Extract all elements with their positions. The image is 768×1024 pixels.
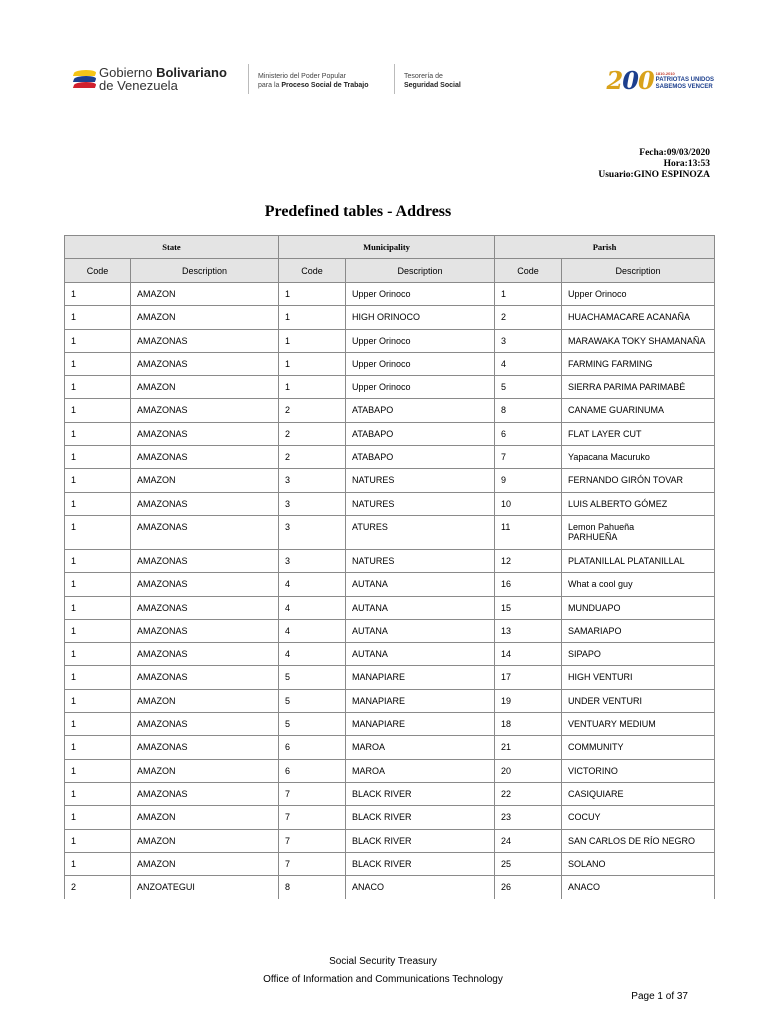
table-cell: AMAZON (131, 469, 279, 492)
table-cell: 1 (65, 515, 131, 549)
table-cell: 1 (65, 829, 131, 852)
table-cell: 7 (279, 829, 346, 852)
table-cell: 7 (279, 852, 346, 875)
table-cell: 4 (279, 619, 346, 642)
table-cell: 6 (279, 736, 346, 759)
table-cell: 4 (495, 352, 562, 375)
table-cell: 23 (495, 806, 562, 829)
table-cell: UNDER VENTURI (562, 689, 715, 712)
table-cell: 1 (65, 469, 131, 492)
table-cell: AMAZONAS (131, 352, 279, 375)
table-row (65, 492, 715, 515)
table-cell: 1 (65, 283, 131, 306)
table-row (65, 549, 715, 572)
table-cell: 24 (495, 829, 562, 852)
table-cell: MUNDUAPO (562, 596, 715, 619)
table-cell: 1 (65, 596, 131, 619)
column-header: Description (346, 259, 495, 283)
table-cell: 25 (495, 852, 562, 875)
table-row (65, 852, 715, 875)
table-cell: 19 (495, 689, 562, 712)
table-cell: BLACK RIVER (346, 806, 495, 829)
table-cell: 11 (495, 515, 562, 549)
footer-office: Office of Information and Communications Technology (263, 974, 503, 985)
table-cell: SIPAPO (562, 643, 715, 666)
table-cell: AMAZONAS (131, 666, 279, 689)
table-cell: 1 (65, 782, 131, 805)
table-cell: AMAZONAS (131, 492, 279, 515)
bicentennial-number-icon: 200 (606, 66, 654, 95)
table-cell: 9 (495, 469, 562, 492)
table-cell: SAN CARLOS DE RÍO NEGRO (562, 829, 715, 852)
table-cell: 22 (495, 782, 562, 805)
table-cell: ATABAPO (346, 399, 495, 422)
table-cell: 2 (279, 422, 346, 445)
table-row (65, 573, 715, 596)
table-cell: 1 (65, 806, 131, 829)
table-cell: AMAZONAS (131, 549, 279, 572)
table-cell: AMAZONAS (131, 399, 279, 422)
table-cell: Lemon Pahueña PARHUEÑA (562, 515, 715, 549)
table-cell: 8 (279, 876, 346, 899)
table-row (65, 619, 715, 642)
table-cell: 4 (279, 643, 346, 666)
table-cell: AMAZONAS (131, 446, 279, 469)
table-cell: ANACO (562, 876, 715, 899)
table-cell: AMAZON (131, 283, 279, 306)
table-cell: COMMUNITY (562, 736, 715, 759)
table-row (65, 666, 715, 689)
table-cell: 3 (279, 515, 346, 549)
table-cell: ATURES (346, 515, 495, 549)
table-cell: 1 (65, 422, 131, 445)
table-cell: MAROA (346, 759, 495, 782)
table-row (65, 689, 715, 712)
table-cell: 1 (65, 376, 131, 399)
table-cell: ANACO (346, 876, 495, 899)
table-row (65, 806, 715, 829)
table-cell: 17 (495, 666, 562, 689)
table-cell: MANAPIARE (346, 713, 495, 736)
table-row (65, 829, 715, 852)
table-cell: MANAPIARE (346, 689, 495, 712)
table-cell: MAROA (346, 736, 495, 759)
report-time: Hora:13:53 (663, 159, 710, 169)
table-cell: PLATANILLAL PLATANILLAL (562, 549, 715, 572)
table-cell: FERNANDO GIRÓN TOVAR (562, 469, 715, 492)
table-cell: Upper Orinoco (346, 352, 495, 375)
table-cell: 26 (495, 876, 562, 899)
table-cell: 1 (65, 306, 131, 329)
table-cell: 1 (65, 329, 131, 352)
table-cell: NATURES (346, 469, 495, 492)
table-cell: 1 (279, 352, 346, 375)
table-cell: 7 (279, 782, 346, 805)
table-row (65, 399, 715, 422)
table-cell: 1 (279, 306, 346, 329)
table-cell: 1 (65, 492, 131, 515)
table-cell: 4 (279, 573, 346, 596)
footer-org: Social Security Treasury (329, 956, 437, 967)
column-header: Description (562, 259, 715, 283)
table-cell: AMAZONAS (131, 329, 279, 352)
table-row (65, 283, 715, 306)
table-cell: 1 (279, 283, 346, 306)
table-cell: 3 (495, 329, 562, 352)
table-row (65, 422, 715, 445)
table-cell: AMAZONAS (131, 596, 279, 619)
table-cell: NATURES (346, 492, 495, 515)
table-cell: 1 (65, 399, 131, 422)
table-cell: 1 (65, 352, 131, 375)
table-cell: 10 (495, 492, 562, 515)
table-cell: 5 (495, 376, 562, 399)
table-cell: 5 (279, 689, 346, 712)
table-cell: VICTORINO (562, 759, 715, 782)
table-cell: AMAZONAS (131, 422, 279, 445)
table-cell: 20 (495, 759, 562, 782)
table-cell: 1 (495, 283, 562, 306)
table-cell: 12 (495, 549, 562, 572)
table-row (65, 643, 715, 666)
table-cell: AMAZONAS (131, 573, 279, 596)
table-cell: HUACHAMACARE ACANAÑA (562, 306, 715, 329)
table-cell: 1 (279, 376, 346, 399)
table-row (65, 736, 715, 759)
tesoreria-label: Tesorería de Seguridad Social (404, 73, 461, 89)
banner-divider (394, 64, 395, 94)
gov-line1: Gobierno Bolivariano (99, 65, 227, 80)
flag-icon (74, 68, 96, 90)
table-cell: ATABAPO (346, 422, 495, 445)
page-number: Page 1 of 37 (631, 991, 688, 1002)
table-cell: 1 (65, 713, 131, 736)
table-cell: HIGH ORINOCO (346, 306, 495, 329)
table-cell: 1 (65, 689, 131, 712)
table-cell: 13 (495, 619, 562, 642)
table-cell: 1 (65, 446, 131, 469)
table-cell: AUTANA (346, 596, 495, 619)
table-cell: 21 (495, 736, 562, 759)
table-row (65, 352, 715, 375)
table-row (65, 713, 715, 736)
group-header-row (65, 236, 715, 259)
table-row (65, 376, 715, 399)
table-cell: SAMARIAPO (562, 619, 715, 642)
table-cell: 5 (279, 713, 346, 736)
table-cell: AMAZONAS (131, 619, 279, 642)
table-cell: 1 (65, 852, 131, 875)
table-cell: AMAZONAS (131, 782, 279, 805)
table-cell: 6 (279, 759, 346, 782)
table-row (65, 306, 715, 329)
group-header-municipality: Municipality (279, 236, 495, 259)
report-date: Fecha:09/03/2020 (639, 148, 710, 158)
address-table (64, 235, 715, 899)
table-cell: AMAZONAS (131, 515, 279, 549)
table-cell: AMAZON (131, 306, 279, 329)
table-row (65, 782, 715, 805)
table-cell: VENTUARY MEDIUM (562, 713, 715, 736)
table-cell: AUTANA (346, 619, 495, 642)
table-cell: ANZOATEGUI (131, 876, 279, 899)
table-cell: AMAZON (131, 806, 279, 829)
table-cell: BLACK RIVER (346, 829, 495, 852)
table-cell: 3 (279, 549, 346, 572)
table-cell: 8 (495, 399, 562, 422)
column-header: Code (279, 259, 346, 283)
table-cell: HIGH VENTURI (562, 666, 715, 689)
table-cell: 3 (279, 469, 346, 492)
table-cell: FARMING FARMING (562, 352, 715, 375)
table-row (65, 469, 715, 492)
table-cell: CANAME GUARINUMA (562, 399, 715, 422)
government-logo (74, 66, 227, 92)
table-cell: 2 (279, 399, 346, 422)
table-cell: 7 (279, 806, 346, 829)
table-cell: BLACK RIVER (346, 852, 495, 875)
table-cell: AMAZON (131, 852, 279, 875)
table-cell: CASIQUIARE (562, 782, 715, 805)
table-cell: Upper Orinoco (346, 283, 495, 306)
table-cell: 14 (495, 643, 562, 666)
table-cell: MANAPIARE (346, 666, 495, 689)
report-meta (598, 148, 710, 181)
banner-divider (248, 64, 249, 94)
table-cell: Upper Orinoco (346, 376, 495, 399)
table-cell: AMAZON (131, 376, 279, 399)
table-cell: SIERRA PARIMA PARIMABÉ (562, 376, 715, 399)
table-cell: 2 (495, 306, 562, 329)
table-cell: LUIS ALBERTO GÓMEZ (562, 492, 715, 515)
table-row (65, 515, 715, 549)
bicentennial-logo: 200 1810-2010 PATRIOTAS UNIDOS SABEMOS VENCER (606, 66, 714, 95)
column-header: Code (65, 259, 131, 283)
table-cell: AMAZON (131, 829, 279, 852)
table-cell: AMAZON (131, 759, 279, 782)
table-cell: AMAZON (131, 689, 279, 712)
table-cell: 1 (279, 329, 346, 352)
table-cell: 18 (495, 713, 562, 736)
group-header-parish: Parish (495, 236, 715, 259)
table-cell: AMAZONAS (131, 643, 279, 666)
table-cell: AMAZONAS (131, 713, 279, 736)
table-cell: AUTANA (346, 643, 495, 666)
table-cell: 1 (65, 619, 131, 642)
table-cell: 1 (65, 759, 131, 782)
table-cell: 1 (65, 643, 131, 666)
table-cell: FLAT LAYER CUT (562, 422, 715, 445)
page-title: Predefined tables - Address (264, 203, 452, 220)
table-cell: Upper Orinoco (346, 329, 495, 352)
table-cell: 2 (279, 446, 346, 469)
table-cell: Upper Orinoco (562, 283, 715, 306)
table-cell: BLACK RIVER (346, 782, 495, 805)
table-cell: SOLANO (562, 852, 715, 875)
table-cell: ATABAPO (346, 446, 495, 469)
header-banner (62, 62, 714, 98)
table-cell: 3 (279, 492, 346, 515)
table-cell: COCUY (562, 806, 715, 829)
table-row (65, 876, 715, 899)
gov-line2: de Venezuela (99, 78, 178, 93)
column-header-row (65, 259, 715, 283)
table-cell: 1 (65, 666, 131, 689)
table-cell: AMAZONAS (131, 736, 279, 759)
report-user: Usuario:GINO ESPINOZA (598, 170, 710, 180)
table-cell: 1 (65, 549, 131, 572)
table-cell: 7 (495, 446, 562, 469)
table-cell: 15 (495, 596, 562, 619)
table-cell: MARAWAKA TOKY SHAMANAÑA (562, 329, 715, 352)
ministry-label: Ministerio del Poder Popular para la Proceso Social de Trabajo (258, 73, 369, 89)
table-cell: Yapacana Macuruko (562, 446, 715, 469)
table-cell: 1 (65, 736, 131, 759)
table-cell: 2 (65, 876, 131, 899)
column-header: Description (131, 259, 279, 283)
table-cell: 5 (279, 666, 346, 689)
table-cell: 4 (279, 596, 346, 619)
table-row (65, 329, 715, 352)
table-row (65, 596, 715, 619)
table-cell: AUTANA (346, 573, 495, 596)
table-cell: 1 (65, 573, 131, 596)
table-cell: 6 (495, 422, 562, 445)
table-cell: 16 (495, 573, 562, 596)
table-row (65, 446, 715, 469)
column-header: Code (495, 259, 562, 283)
table-body (65, 283, 715, 899)
table-row (65, 759, 715, 782)
table-cell: What a cool guy (562, 573, 715, 596)
table-cell: NATURES (346, 549, 495, 572)
group-header-state: State (65, 236, 279, 259)
